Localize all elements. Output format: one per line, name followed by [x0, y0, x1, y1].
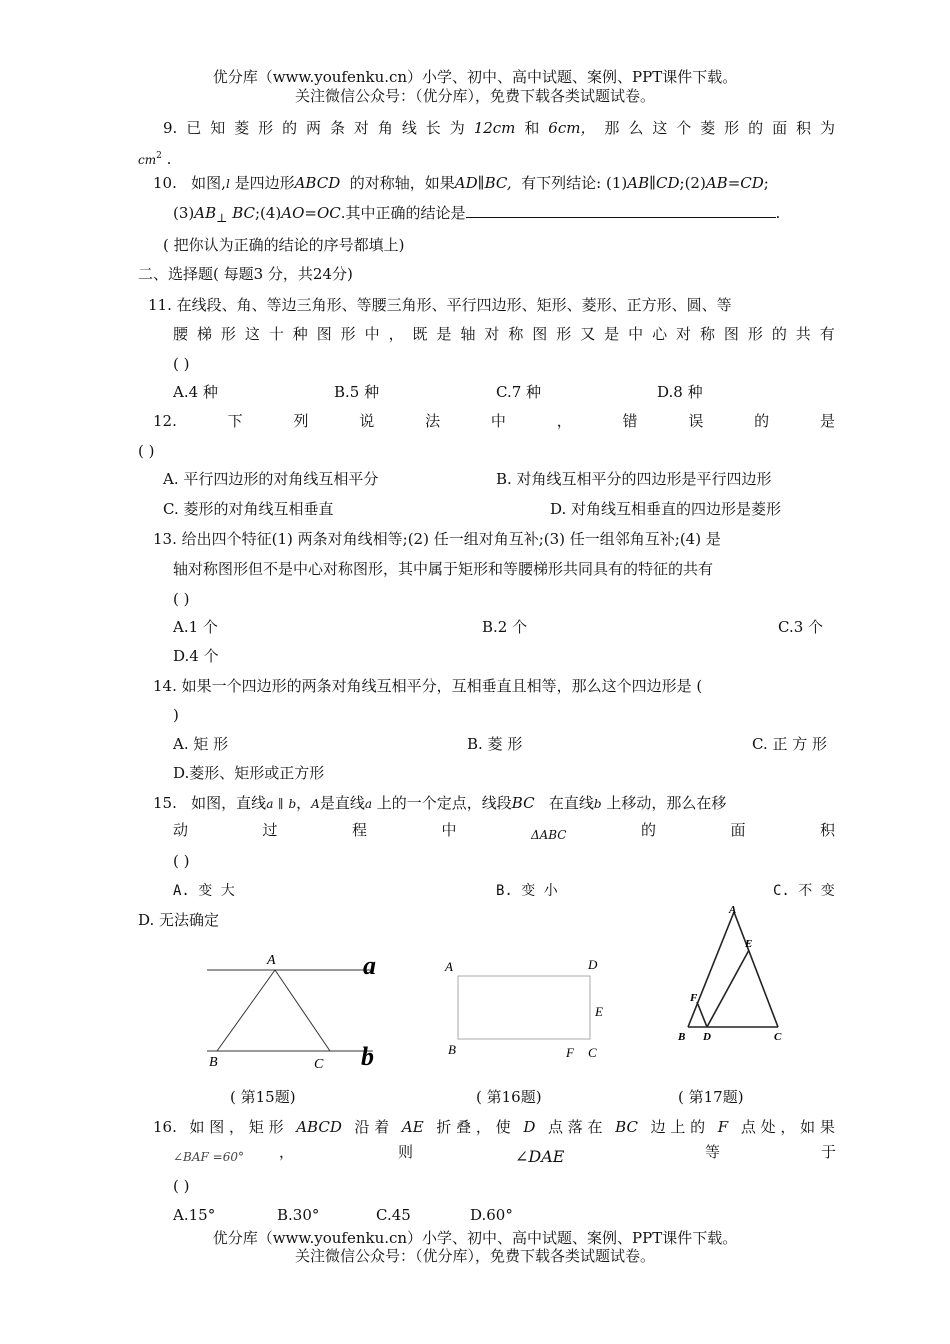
question-16-line-1	[153, 1117, 835, 1137]
fig17-label-e: E	[745, 938, 753, 950]
q16-bc: BC	[615, 1118, 638, 1136]
q16-text: 沿 着	[354, 1118, 390, 1136]
header-line-2: 关注微信公众号：（优分库），免费下载各类试题试卷。	[294, 87, 655, 105]
q16-point-f: F	[717, 1118, 729, 1136]
q9-end: .	[166, 150, 172, 168]
q10-text: ;	[763, 174, 769, 192]
q11-char: 十	[268, 325, 284, 343]
q15-word: 程	[351, 821, 367, 839]
q15-word: 过	[262, 821, 278, 839]
q16-ae: AE	[401, 1118, 424, 1136]
q11-char: 是	[604, 325, 620, 343]
fig17-label-a: A	[729, 904, 737, 916]
q12-word: 12.	[153, 412, 177, 430]
figure-16-caption: ( 第16题)	[476, 1088, 542, 1106]
q11-char: 形	[747, 325, 763, 343]
q10-conclusion-4: AO=OC	[281, 204, 341, 222]
fig15-side-ac	[275, 970, 330, 1051]
q13-answer-paren: ( )	[173, 590, 190, 608]
figure-16	[440, 950, 615, 1065]
perpendicular-symbol: ⊥	[216, 211, 228, 225]
footer-line-2: 关注微信公众号：（优分库），免费下载各类试题试卷。	[294, 1247, 655, 1265]
q15-option-d[interactable]: D. 无法确定	[138, 911, 220, 929]
q10-num: 10.	[153, 174, 177, 192]
q10-text: ;(4)	[254, 204, 282, 222]
q16-ze: 则	[398, 1143, 414, 1161]
figure-15-caption: ( 第15题)	[230, 1088, 296, 1106]
q15-text: 如图，直线	[191, 794, 267, 812]
fig16-label-d: D	[588, 957, 598, 972]
q9-word: 两	[306, 119, 322, 137]
q9-word: 6cm，	[548, 119, 596, 137]
q10-text: 的对称轴，如果	[349, 174, 455, 192]
q15-text: 在直线	[548, 794, 594, 812]
fig16-label-e: E	[595, 1004, 603, 1019]
q15-text: 上移动，那么在移	[606, 794, 727, 812]
q11-option-a[interactable]: A.4 种	[173, 383, 218, 401]
fig16-label-b: B	[448, 1042, 456, 1057]
q10-line-l: l	[225, 177, 230, 191]
question-9-line-1	[163, 118, 835, 138]
q13-option-a[interactable]: A.1 个	[173, 618, 218, 636]
q9-unit: cm	[138, 153, 157, 167]
q9-word: 长	[425, 119, 441, 137]
q16-num: 16.	[153, 1118, 177, 1136]
q11-char: 心	[652, 325, 668, 343]
fig16-label-f: F	[566, 1045, 574, 1060]
figure-15	[195, 945, 395, 1080]
fig17-label-f: F	[690, 992, 698, 1004]
q10-abcd: ABCD	[294, 174, 341, 192]
q12-word: 列	[293, 412, 309, 430]
q15-answer-paren: ( )	[173, 852, 190, 870]
q13-option-d[interactable]: D.4 个	[173, 647, 219, 665]
question-9-line-2	[138, 149, 171, 172]
fig16-label-a: A	[445, 959, 453, 974]
q16-angle-dae: ∠DAE	[515, 1147, 565, 1166]
q11-char: 共	[795, 325, 811, 343]
q12-word: ，	[556, 412, 572, 430]
fig17-label-d: D	[703, 1031, 711, 1043]
q11-char: ，	[388, 325, 404, 343]
q15-option-a[interactable]: A. 变 大	[173, 883, 235, 899]
q16-text: 点 落 在	[547, 1118, 603, 1136]
q15-segment-bc: BC	[511, 794, 535, 812]
question-13-line-1: 13. 给出四个特征(1) 两条对角线相等;(2) 任一组对角互补;(3) 任一组邻角互补;(4) 是	[153, 530, 721, 548]
q11-option-c[interactable]: C.7 种	[496, 383, 542, 401]
q11-char: 形	[556, 325, 572, 343]
fig15-label-line-b: b	[361, 1042, 374, 1071]
q10-end: .	[775, 204, 781, 222]
q11-char: 图	[532, 325, 548, 343]
fig15-label-a: A	[267, 953, 276, 968]
q9-word: 么	[628, 119, 644, 137]
q11-char: 种	[292, 325, 308, 343]
q9-word: 的	[282, 119, 298, 137]
q11-char: 图	[316, 325, 332, 343]
q9-word: 那	[604, 119, 620, 137]
q15-text: ，	[296, 794, 312, 812]
q13-option-b[interactable]: B.2 个	[482, 618, 528, 636]
q11-option-d[interactable]: D.8 种	[657, 383, 703, 401]
q10-conclusion-1: AB∥CD	[627, 174, 680, 192]
q12-option-d[interactable]: D. 对角线互相垂直的四边形是菱形	[550, 500, 782, 518]
q10-condition: AD∥BC,	[454, 174, 512, 192]
q11-char: 的	[771, 325, 787, 343]
figure-17	[672, 902, 797, 1047]
question-10-note: ( 把你认为正确的结论的序号都填上)	[163, 236, 405, 254]
q11-option-b[interactable]: B.5 种	[334, 383, 380, 401]
question-13-line-2: 轴对称图形但不是中心对称图形，其中属于矩形和等腰梯形共同具有的特征的共有	[173, 560, 714, 578]
fig15-label-b: B	[209, 1055, 218, 1070]
fig17-segment-fd	[697, 1002, 707, 1027]
q9-unit-exponent: 2	[156, 151, 162, 161]
section-2-title: 二、选择题( 每题3 分，共24分)	[138, 265, 353, 283]
q10-text: .其中正确的结论是	[340, 204, 466, 222]
q12-word: 错	[622, 412, 638, 430]
q11-answer-paren: ( )	[173, 355, 190, 373]
answer-blank[interactable]	[466, 203, 776, 218]
q15-point-a: A	[311, 797, 320, 811]
q16-option-b[interactable]: B.30°	[277, 1206, 320, 1224]
q11-char: 对	[676, 325, 692, 343]
q10-conclusion-2: AB=CD	[705, 174, 764, 192]
q12-option-c[interactable]: C. 菱形的对角线互相垂直	[163, 500, 334, 518]
q16-angle-baf: ∠BAF =60°	[173, 1150, 245, 1164]
q9-word: 形	[258, 119, 274, 137]
q16-text: 折 叠 ， 使	[436, 1118, 511, 1136]
q15-word: 面	[730, 821, 746, 839]
q15-option-b[interactable]: B. 变 小	[496, 883, 558, 899]
q13-option-c[interactable]: C.3 个	[778, 618, 824, 636]
q16-comma: ，	[279, 1143, 295, 1161]
q9-word: 角	[377, 119, 393, 137]
q9-word: 为	[449, 119, 465, 137]
q9-word: 菱	[234, 119, 250, 137]
q10-conclusion-3: AB	[194, 204, 217, 222]
q11-char: 轴	[460, 325, 476, 343]
question-16-line-2	[173, 1142, 835, 1172]
q15-line-a2: a	[364, 797, 372, 811]
question-14-line-1: 14. 如果一个四边形的两条对角线互相平分，互相垂直且相等，那么这个四边形是 (	[153, 677, 703, 695]
q16-deng: 等	[705, 1143, 721, 1161]
q16-yu: 于	[821, 1143, 837, 1161]
q9-word: 和	[524, 119, 540, 137]
question-11-line-2	[173, 324, 835, 344]
q16-text: 点 处 ， 如 果	[740, 1118, 835, 1136]
q9-word: 的	[748, 119, 764, 137]
q9-word: 为	[819, 119, 835, 137]
q10-conclusion-3b: BC	[232, 204, 255, 222]
q16-point-d: D	[523, 1118, 536, 1136]
q12-option-a[interactable]: A. 平行四边形的对角线互相平分	[163, 470, 379, 488]
q12-answer-paren: ( )	[138, 442, 155, 460]
q9-word: 知	[210, 119, 226, 137]
q15-option-c[interactable]: C. 不 变	[773, 883, 835, 899]
question-15-line-1	[153, 793, 726, 814]
q11-char: 称	[508, 325, 524, 343]
q9-word: 个	[676, 119, 692, 137]
question-12-line-1	[153, 411, 835, 431]
q11-char: 图	[723, 325, 739, 343]
figure-17-caption: ( 第17题)	[678, 1088, 744, 1106]
fig17-label-b: B	[678, 1031, 686, 1043]
q12-word: 下	[227, 412, 243, 430]
question-15-line-2	[173, 820, 835, 840]
q15-num: 15.	[153, 794, 177, 812]
q11-char: 既	[412, 325, 428, 343]
q14-option-b[interactable]: B. 菱 形	[467, 735, 523, 753]
q16-option-c[interactable]: C.45	[376, 1206, 411, 1224]
q11-char: 有	[819, 325, 835, 343]
q16-text: 如 图 ， 矩 形	[189, 1118, 284, 1136]
q15-text: 上的一个定点，线段	[376, 794, 512, 812]
q10-text: 是四边形	[234, 174, 295, 192]
q16-option-d[interactable]: D.60°	[470, 1206, 513, 1224]
fig16-label-c: C	[588, 1045, 597, 1060]
q9-word: 12cm	[473, 119, 516, 137]
q11-char: 是	[436, 325, 452, 343]
question-10-line-2	[173, 203, 780, 224]
q9-word: 已	[186, 119, 202, 137]
fig17-side-ab	[688, 912, 734, 1027]
fig15-label-line-a: a	[363, 951, 376, 980]
q10-text: 有下列结论: (1)	[521, 174, 628, 192]
q9-word: 积	[796, 119, 812, 137]
q10-text: ;(2)	[679, 174, 706, 192]
q11-char: 梯	[196, 325, 212, 343]
q15-word: 积	[819, 821, 835, 839]
q9-word: 对	[353, 119, 369, 137]
q9-word: 条	[329, 119, 345, 137]
fig16-rectangle	[458, 976, 590, 1039]
q15-line-b2: b	[593, 797, 602, 811]
q15-parallel: ∥	[278, 797, 284, 811]
q12-word: 说	[359, 412, 375, 430]
q16-text: 边 上 的	[650, 1118, 706, 1136]
q15-triangle-abc: ΔABC	[530, 828, 567, 842]
q10-text: 如图,	[191, 174, 226, 192]
q15-word: 中	[441, 821, 457, 839]
fig17-segment-ed	[707, 950, 749, 1027]
q10-text: (3)	[173, 204, 195, 222]
q12-word: 的	[754, 412, 770, 430]
q12-word: 中	[490, 412, 506, 430]
q11-char: 中	[364, 325, 380, 343]
fig17-label-c: C	[774, 1031, 782, 1043]
q11-char: 形	[220, 325, 236, 343]
q9-word: 9.	[163, 119, 178, 137]
fig15-label-c: C	[314, 1057, 324, 1072]
q12-word: 误	[688, 412, 704, 430]
q12-option-b[interactable]: B. 对角线互相平分的四边形是平行四边形	[496, 470, 772, 488]
q11-char: 腰	[173, 325, 189, 343]
q11-char: 形	[340, 325, 356, 343]
q16-abcd: ABCD	[296, 1118, 342, 1136]
q16-option-a[interactable]: A.15°	[173, 1206, 216, 1224]
question-10-line-1	[153, 173, 837, 194]
q16-answer-paren: ( )	[173, 1177, 190, 1195]
q14-option-a[interactable]: A. 矩 形	[173, 735, 229, 753]
q9-word: 线	[401, 119, 417, 137]
fig15-side-ab	[217, 970, 275, 1051]
q14-option-d[interactable]: D.菱形、矩形或正方形	[173, 764, 325, 782]
question-11-line-1: 11. 在线段、角、等边三角形、等腰三角形、平行四边形、矩形、菱形、正方形、圆、等	[148, 296, 732, 314]
q11-char: 又	[580, 325, 596, 343]
q14-option-c[interactable]: C. 正 方 形	[752, 735, 828, 753]
q11-char: 中	[628, 325, 644, 343]
fig17-side-ac	[734, 912, 778, 1027]
q9-word: 菱	[700, 119, 716, 137]
q15-text: 是直线	[319, 794, 365, 812]
q15-line-a: a	[266, 797, 274, 811]
q9-word: 形	[724, 119, 740, 137]
q9-word: 这	[652, 119, 668, 137]
q11-char: 称	[699, 325, 715, 343]
q11-char: 这	[244, 325, 260, 343]
question-14-line-2: )	[173, 706, 179, 724]
q11-char: 对	[484, 325, 500, 343]
q15-line-b: b	[288, 797, 297, 811]
header-line-1: 优分库（www.youfenku.cn）小学、初中、高中试题、案例、PPT课件下载。	[212, 68, 738, 86]
q15-word: 动	[173, 821, 189, 839]
q15-word: 的	[640, 821, 656, 839]
footer-line-1: 优分库（www.youfenku.cn）小学、初中、高中试题、案例、PPT课件下载。	[212, 1229, 738, 1247]
q12-word: 法	[425, 412, 441, 430]
q9-word: 面	[772, 119, 788, 137]
q12-word: 是	[819, 412, 835, 430]
